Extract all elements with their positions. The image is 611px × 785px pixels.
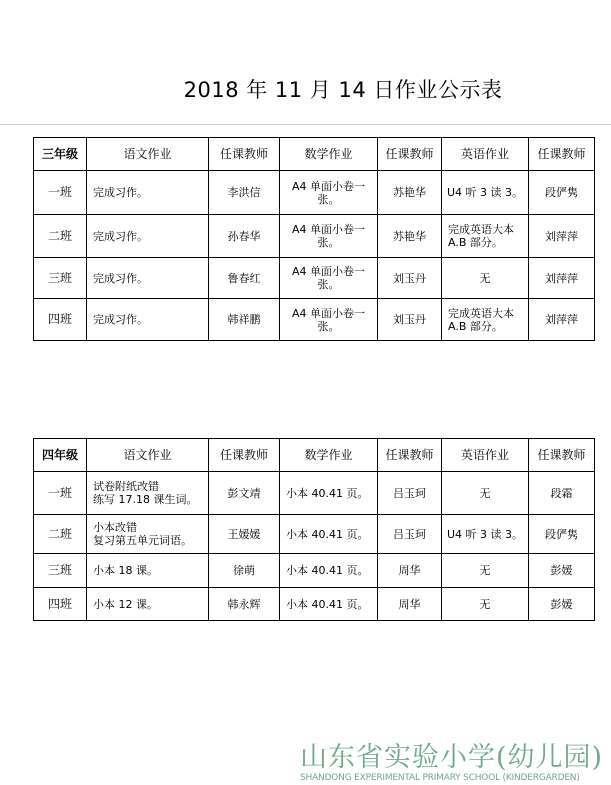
teacher-cell: 周华 bbox=[378, 554, 442, 588]
teacher-cell: 徐萌 bbox=[209, 554, 280, 588]
class-name: 三班 bbox=[34, 258, 87, 299]
math-hw-cell: A4 单面小卷一张。 bbox=[280, 171, 378, 215]
class-name: 二班 bbox=[34, 515, 87, 554]
teacher-cell: 苏艳华 bbox=[378, 215, 442, 258]
chinese-hw-cell: 小本 12 课。 bbox=[87, 588, 209, 621]
chinese-hw-cell: 试卷附纸改错 练写 17.18 课生词。 bbox=[87, 472, 209, 515]
chinese-hw-cell: 完成习作。 bbox=[87, 215, 209, 258]
table-header-row bbox=[34, 439, 595, 472]
teacher-header: 任课教师 bbox=[378, 439, 442, 472]
teacher-cell: 刘萍萍 bbox=[529, 215, 595, 258]
english-hw-cell: 无 bbox=[442, 258, 529, 299]
teacher-cell: 刘玉丹 bbox=[378, 299, 442, 341]
school-name-cn: 山东省实验小学(幼儿园) bbox=[300, 742, 604, 773]
english-hw-cell: 无 bbox=[442, 472, 529, 515]
english-hw-cell: 完成英语大本 A.B 部分。 bbox=[442, 299, 529, 341]
table-row bbox=[34, 171, 595, 215]
grade3-homework-table bbox=[33, 137, 595, 341]
class-name: 一班 bbox=[34, 171, 87, 215]
teacher-cell: 苏艳华 bbox=[378, 171, 442, 215]
math-hw-cell: 小本 40.41 页。 bbox=[280, 472, 378, 515]
class-name: 四班 bbox=[34, 299, 87, 341]
teacher-cell: 鲁春红 bbox=[209, 258, 280, 299]
math-hw-header: 数学作业 bbox=[280, 439, 378, 472]
english-hw-cell: 无 bbox=[442, 554, 529, 588]
chinese-hw-header: 语文作业 bbox=[87, 138, 209, 171]
teacher-cell: 王媛媛 bbox=[209, 515, 280, 554]
teacher-header: 任课教师 bbox=[529, 439, 595, 472]
teacher-header: 任课教师 bbox=[378, 138, 442, 171]
class-name: 三班 bbox=[34, 554, 87, 588]
table-row bbox=[34, 515, 595, 554]
teacher-cell: 刘萍萍 bbox=[529, 258, 595, 299]
teacher-cell: 段俨隽 bbox=[529, 515, 595, 554]
chinese-hw-cell: 小本 18 课。 bbox=[87, 554, 209, 588]
chinese-hw-cell: 完成习作。 bbox=[87, 299, 209, 341]
table-header-row bbox=[34, 138, 595, 171]
table-row bbox=[34, 215, 595, 258]
english-hw-header: 英语作业 bbox=[442, 439, 529, 472]
school-name-en: SHANDONG EXPERIMENTAL PRIMARY SCHOOL (KINDERGARDEN) bbox=[300, 773, 580, 783]
table-row bbox=[34, 258, 595, 299]
class-name: 二班 bbox=[34, 215, 87, 258]
math-hw-header: 数学作业 bbox=[280, 138, 378, 171]
english-hw-header: 英语作业 bbox=[442, 138, 529, 171]
teacher-cell: 刘萍萍 bbox=[529, 299, 595, 341]
english-hw-cell: U4 听 3 读 3。 bbox=[442, 515, 529, 554]
class-name: 四班 bbox=[34, 588, 87, 621]
chinese-hw-cell: 小本改错 复习第五单元词语。 bbox=[87, 515, 209, 554]
teacher-cell: 刘玉丹 bbox=[378, 258, 442, 299]
page-title: 2018 年 11 月 14 日作业公示表 bbox=[183, 78, 503, 102]
teacher-cell: 韩祥鹏 bbox=[209, 299, 280, 341]
table-row bbox=[34, 588, 595, 621]
school-brand-logo bbox=[300, 735, 604, 783]
teacher-cell: 李洪信 bbox=[209, 171, 280, 215]
english-hw-cell: 无 bbox=[442, 588, 529, 621]
grade-header: 四年级 bbox=[34, 439, 87, 472]
math-hw-cell: 小本 40.41 页。 bbox=[280, 554, 378, 588]
teacher-cell: 彭文靖 bbox=[209, 472, 280, 515]
table-row bbox=[34, 299, 595, 341]
teacher-cell: 段俨隽 bbox=[529, 171, 595, 215]
teacher-header: 任课教师 bbox=[529, 138, 595, 171]
grade-header: 三年级 bbox=[34, 138, 87, 171]
table-row bbox=[34, 472, 595, 515]
math-hw-cell: A4 单面小卷一张。 bbox=[280, 258, 378, 299]
teacher-cell: 韩永辉 bbox=[209, 588, 280, 621]
teacher-cell: 段霜 bbox=[529, 472, 595, 515]
math-hw-cell: 小本 40.41 页。 bbox=[280, 515, 378, 554]
english-hw-cell: 完成英语大本 A.B 部分。 bbox=[442, 215, 529, 258]
teacher-header: 任课教师 bbox=[209, 138, 280, 171]
teacher-cell: 周华 bbox=[378, 588, 442, 621]
teacher-cell: 孙春华 bbox=[209, 215, 280, 258]
chinese-hw-cell: 完成习作。 bbox=[87, 258, 209, 299]
chinese-hw-cell: 完成习作。 bbox=[87, 171, 209, 215]
teacher-cell: 吕玉珂 bbox=[378, 515, 442, 554]
table-row bbox=[34, 554, 595, 588]
math-hw-cell: A4 单面小卷一张。 bbox=[280, 299, 378, 341]
grade4-homework-table bbox=[33, 438, 595, 621]
teacher-cell: 彭媛 bbox=[529, 588, 595, 621]
teacher-header: 任课教师 bbox=[209, 439, 280, 472]
class-name: 一班 bbox=[34, 472, 87, 515]
teacher-cell: 彭媛 bbox=[529, 554, 595, 588]
teacher-cell: 吕玉珂 bbox=[378, 472, 442, 515]
math-hw-cell: 小本 40.41 页。 bbox=[280, 588, 378, 621]
divider-line bbox=[0, 124, 611, 125]
chinese-hw-header: 语文作业 bbox=[87, 439, 209, 472]
english-hw-cell: U4 听 3 读 3。 bbox=[442, 171, 529, 215]
math-hw-cell: A4 单面小卷一张。 bbox=[280, 215, 378, 258]
